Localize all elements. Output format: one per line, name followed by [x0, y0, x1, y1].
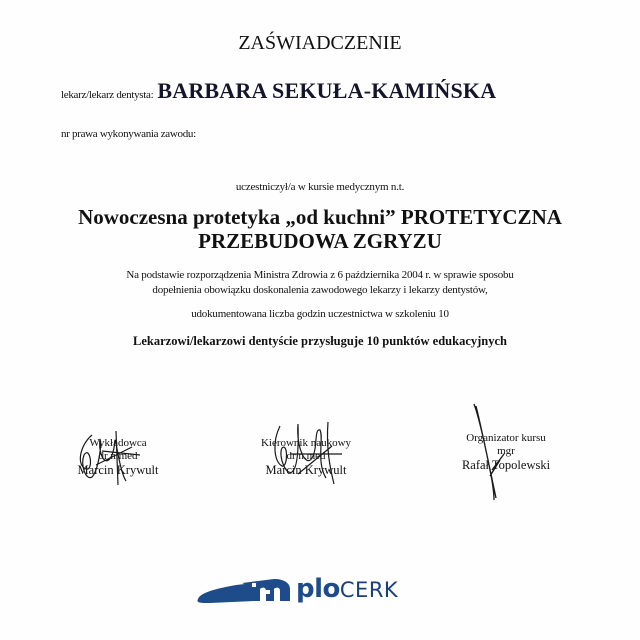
- logo-text-light: CERK: [339, 578, 399, 602]
- logo-wordmark: [296, 574, 398, 604]
- participated-text: uczestniczył/a w kursie medycznym n.t.: [235, 181, 405, 193]
- signature-degree: dr n.med: [286, 450, 326, 462]
- legal-line2: dopełnienia obowiązku doskonalenia zawodowego lekarzy i lekarzy dentystów,: [152, 284, 488, 296]
- signature-name: Rafał Topolewski: [461, 458, 551, 472]
- points-text: Lekarzowi/lekarzowi dentyście przysługuje 10 punktów edukacyjnych: [133, 334, 507, 348]
- signature-name: Marcin Krywult: [265, 463, 347, 477]
- doctor-row: [61, 78, 496, 104]
- license-label: nr prawa wykonywania zawodu:: [61, 128, 196, 140]
- signature-degree: mgr: [497, 445, 515, 457]
- logo-mark-icon: [196, 575, 296, 605]
- license-row: [61, 128, 196, 140]
- signature-name: Marcin Krywult: [77, 463, 159, 477]
- signature-role: Wykładowca: [89, 437, 147, 449]
- logo-text-bold: plo: [296, 574, 340, 604]
- course-title: [0, 205, 640, 253]
- signature-degree: dr n.med: [98, 450, 138, 462]
- signature-role: Organizator kursu: [466, 432, 546, 444]
- legal-basis: [0, 268, 640, 298]
- signature-block-scientific-manager: [246, 437, 366, 477]
- course-title-line1: Nowoczesna protetyka „od kuchni” PROTETYCZNA: [78, 205, 562, 229]
- course-title-line2: PRZEBUDOWA ZGRYZU: [198, 229, 442, 253]
- doctor-label: lekarz/lekarz dentysta:: [61, 89, 154, 101]
- signature-block-course-organizer: [446, 432, 566, 472]
- hours-text: udokumentowana liczba godzin uczestnictwa w szkoleniu 10: [191, 308, 449, 320]
- certificate-title: ZAŚWIADCZENIE: [238, 32, 402, 54]
- implocerk-logo: [196, 573, 416, 607]
- signature-block-lecturer: [68, 437, 168, 477]
- doctor-name: BARBARA SEKUŁA-KAMIŃSKA: [157, 78, 497, 103]
- signature-role: Kierownik naukowy: [260, 437, 352, 449]
- legal-line1: Na podstawie rozporządzenia Ministra Zdrowia z 6 października 2004 r. w sprawie sposobu: [126, 269, 514, 281]
